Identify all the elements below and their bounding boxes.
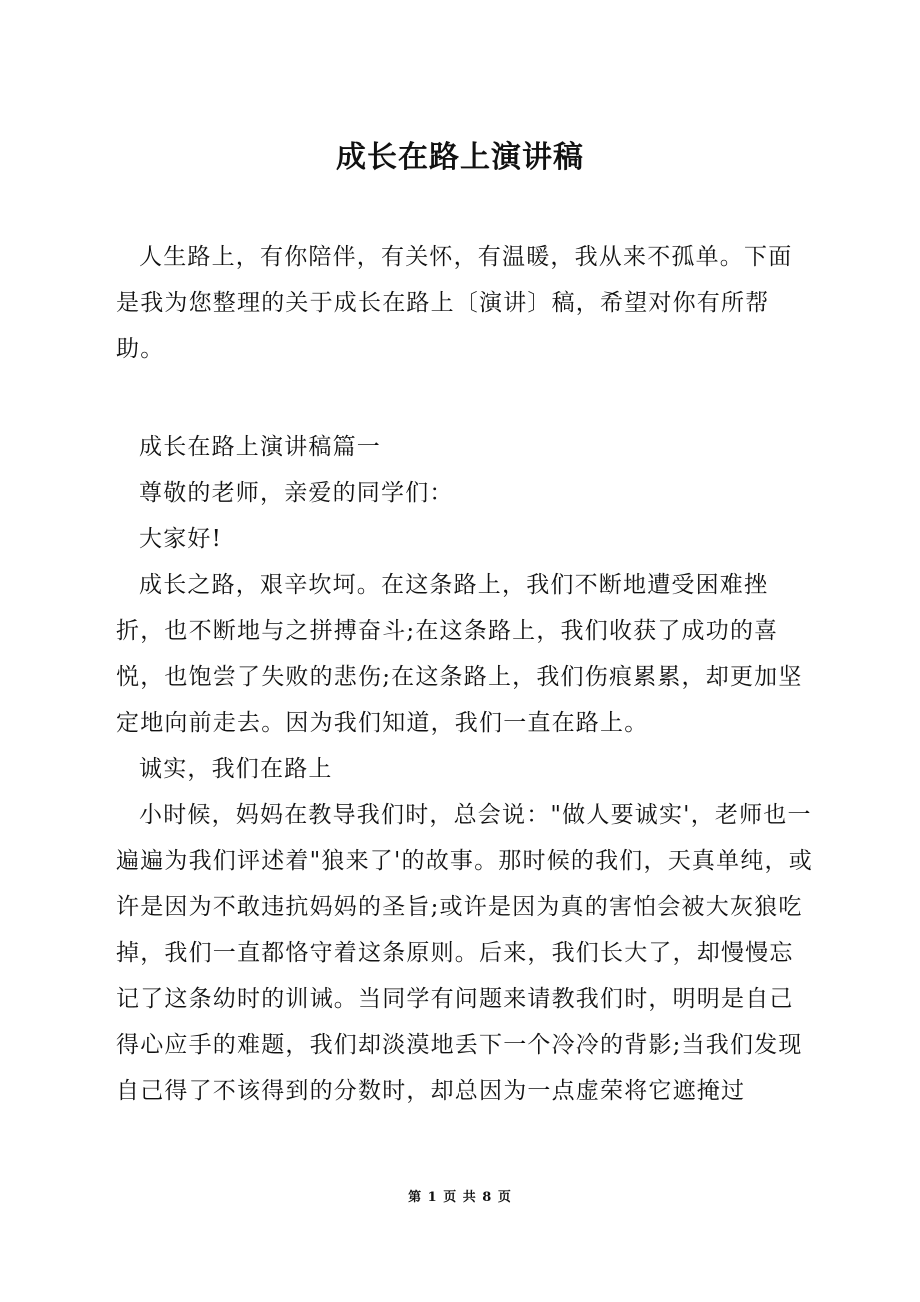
- document-title: 成长在路上演讲稿: [336, 140, 584, 175]
- subheading: 诚实，我们在路上: [139, 756, 333, 782]
- intro-section: [116, 234, 816, 372]
- body-paragraph: 小时候，妈妈在教导我们时，总会说："做人要诚实'，老师也一遍遍为我们评述着"狼来了'的故事。那时候的我们，天真单纯，或许是因为不敢违抗妈妈的圣旨;或许是因为真的害怕会被大灰狼吃掉，我们一直都恪守着这条原则。后来，我们长大了，却慢慢忘记了这条幼时的训诫。当同学有问题来请教我们时，明明是自己得心应手的难题，我们却淡漠地丢下一个冷冷的背影;当我们发现自己得了不该得到的分数时，却总因为一点虚荣将它遮掩过: [116, 802, 813, 1104]
- salutation: 尊敬的老师，亲爱的同学们：: [139, 480, 454, 506]
- greeting: 大家好!: [139, 526, 223, 552]
- body-paragraph: 成长之路，艰辛坎坷。在这条路上，我们不断地遭受困难挫折，也不断地与之拼搏奋斗;在这条路上，我们收获了成功的喜悦，也饱尝了失败的悲伤;在这条路上，我们伤痕累累，却更加坚定地向前走去。因为我们知道，我们一直在路上。: [116, 572, 803, 736]
- page-footer: 第 1 页 共 8 页: [408, 1190, 512, 1205]
- body-section: [116, 424, 816, 1114]
- intro-paragraph: 人生路上，有你陪伴，有关怀，有温暖，我从来不孤单。下面是我为您整理的关于成长在路上〔演讲〕稿，希望对你有所帮助。: [116, 244, 793, 362]
- section-heading: 成长在路上演讲稿篇一: [139, 434, 381, 460]
